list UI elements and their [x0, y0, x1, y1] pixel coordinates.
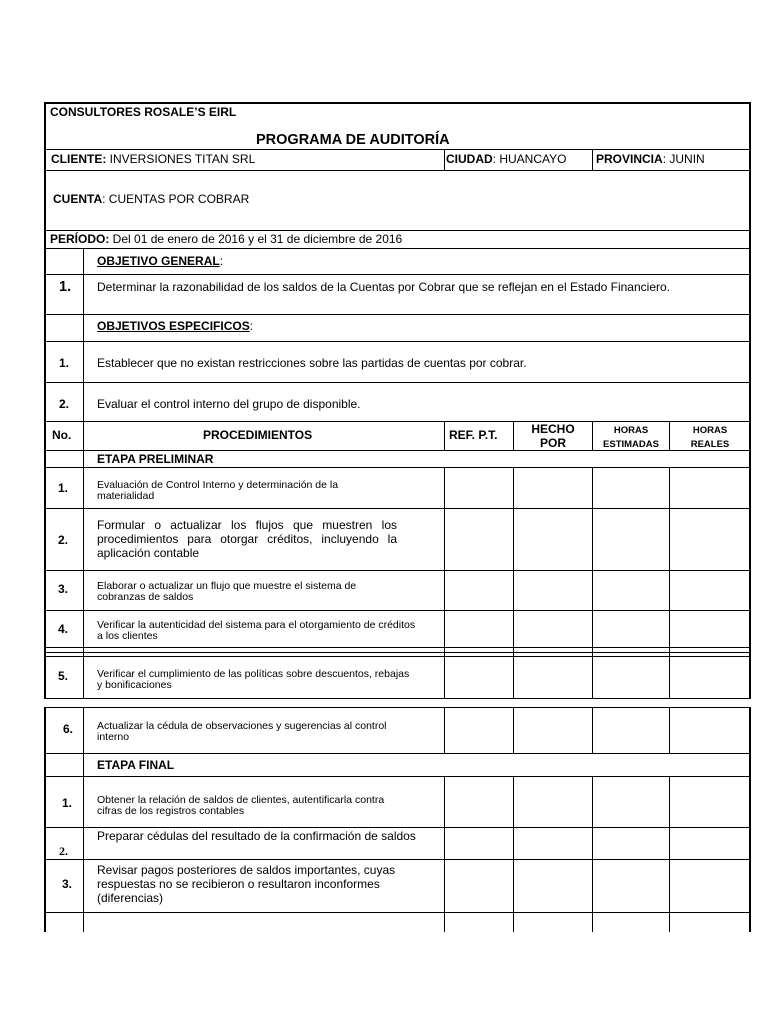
procedure-number: 2.	[59, 844, 68, 858]
procedure-text: Elaborar o actualizar un flujo que muestre el sistema de cobranzas de saldos	[97, 580, 357, 603]
col-header-done-by-line2: POR	[539, 436, 566, 450]
col-header-estimated-hours-line1: HORAS	[613, 425, 649, 436]
rule	[44, 912, 751, 913]
col-header-procedures: PROCEDIMIENTOS	[203, 428, 313, 442]
procedure-text: Obtener la relación de saldos de clientes, autentificarla contra cifras de los registros contables	[97, 794, 385, 817]
col-header-ref: REF. P.T.	[449, 428, 498, 442]
general-objective-number: 1.	[59, 279, 72, 295]
border-top	[44, 102, 751, 104]
period-field	[50, 232, 402, 246]
client-label: CLIENTE:	[51, 152, 107, 166]
procedure-text: Revisar pagos posteriores de saldos importantes, cuyas respuestas no se recibieron o resultaron inconformes (diferencias)	[97, 863, 396, 905]
general-objective-heading	[97, 254, 223, 268]
procedure-number: 5.	[58, 669, 69, 683]
col-divider	[669, 707, 670, 753]
col-divider	[83, 248, 84, 698]
rule	[44, 652, 751, 653]
col-divider	[592, 149, 593, 170]
province-field	[596, 152, 705, 166]
specific-objective-text: Establecer que no existan restricciones sobre las partidas de cuentas por cobrar.	[97, 356, 527, 370]
col-divider	[444, 707, 445, 753]
col-header-done-by-line1: HECHO	[531, 422, 575, 436]
procedure-number: 3.	[62, 877, 73, 891]
rule	[44, 610, 751, 611]
border-left	[44, 707, 46, 932]
col-divider	[444, 421, 445, 450]
rule	[44, 647, 751, 648]
rule	[44, 467, 751, 468]
col-divider	[669, 776, 670, 932]
col-header-real-hours-line1: HORAS	[692, 425, 728, 436]
city-value: : HUANCAYO	[492, 152, 567, 166]
procedure-number: 1.	[58, 481, 69, 495]
col-header-real-hours-line2: REALES	[690, 439, 730, 450]
page-title: PROGRAMA DE AUDITORÍA	[256, 132, 450, 148]
col-divider	[444, 149, 445, 170]
rule	[44, 170, 751, 171]
rule	[44, 314, 751, 315]
procedure-number: 4.	[58, 622, 69, 636]
rule	[44, 827, 751, 828]
account-field	[53, 192, 249, 206]
general-objective-colon: :	[219, 254, 224, 268]
general-objective-label: OBJETIVO GENERAL	[97, 254, 220, 268]
col-divider	[513, 776, 514, 932]
rule	[44, 776, 751, 777]
specific-objective-number: 2.	[59, 397, 70, 411]
col-divider	[83, 707, 84, 932]
procedure-text: Preparar cédulas del resultado de la confirmación de saldos	[97, 829, 416, 843]
col-divider	[592, 776, 593, 932]
rule	[44, 753, 751, 754]
rule	[44, 859, 751, 860]
border-right	[749, 102, 751, 698]
rule	[44, 230, 751, 231]
province-label: PROVINCIA	[596, 152, 663, 166]
rule	[44, 382, 751, 383]
city-label: CIUDAD	[446, 152, 493, 166]
specific-objective-text: Evaluar el control interno del grupo de disponible.	[97, 397, 361, 411]
border-right	[749, 707, 751, 932]
period-value: Del 01 de enero de 2016 y el 31 de diciembre de 2016	[109, 232, 403, 246]
account-label: CUENTA	[53, 192, 103, 206]
rule	[44, 570, 751, 571]
rule	[44, 698, 751, 699]
stage-final-label: ETAPA FINAL	[97, 758, 175, 772]
col-header-done-by	[514, 422, 592, 450]
rule	[44, 508, 751, 509]
specific-objectives-label: OBJETIVOS ESPECIFICOS	[97, 319, 250, 333]
specific-objective-number: 1.	[59, 356, 70, 370]
col-divider	[513, 707, 514, 753]
company-name: CONSULTORES ROSALE’S EIRL	[50, 105, 237, 119]
col-divider	[592, 467, 593, 698]
procedure-text: Formular o actualizar los flujos que muestren los procedimientos para otorgar créditos, incluyendo la aplicación contable	[97, 518, 397, 560]
general-objective-text: Determinar la razonabilidad de los saldos de la Cuentas por Cobrar que se reflejan en el Estado Financiero.	[97, 280, 670, 294]
procedure-text: Actualizar la cédula de observaciones y sugerencias al control interno	[97, 720, 387, 743]
specific-objectives-colon: :	[249, 319, 254, 333]
procedure-text: Verificar la autenticidad del sistema para el otorgamiento de créditos a los clientes	[97, 619, 416, 642]
col-header-estimated-hours	[593, 424, 669, 452]
rule	[44, 421, 751, 422]
procedure-number: 1.	[62, 796, 73, 810]
procedure-number: 6.	[63, 722, 74, 736]
col-divider	[592, 707, 593, 753]
col-header-estimated-hours-line2: ESTIMADAS	[603, 439, 659, 450]
rule	[44, 656, 751, 657]
rule	[44, 274, 751, 275]
period-label: PERÍODO:	[50, 232, 110, 246]
col-divider	[669, 467, 670, 698]
col-divider	[513, 467, 514, 698]
rule	[44, 248, 751, 249]
col-header-no: No.	[52, 428, 72, 442]
rule	[44, 341, 751, 342]
client-field	[51, 152, 255, 166]
city-field	[446, 152, 566, 166]
account-value: : CUENTAS POR COBRAR	[102, 192, 250, 206]
border-left	[44, 102, 46, 698]
specific-objectives-heading	[97, 319, 253, 333]
procedure-text: Evaluación de Control Interno y determinación de la materialidad	[97, 479, 339, 502]
col-header-real-hours	[670, 424, 750, 452]
province-value: : JUNIN	[662, 152, 705, 166]
procedure-text: Verificar el cumplimiento de las políticas sobre descuentos, rebajas y bonificaciones	[97, 668, 410, 691]
col-divider	[444, 776, 445, 932]
client-value: INVERSIONES TITAN SRL	[106, 152, 256, 166]
col-divider	[444, 467, 445, 698]
rule	[44, 707, 751, 708]
stage-preliminary-label: ETAPA PRELIMINAR	[97, 452, 214, 466]
procedure-number: 2.	[58, 533, 69, 547]
procedure-number: 3.	[58, 582, 69, 596]
rule	[44, 149, 751, 150]
